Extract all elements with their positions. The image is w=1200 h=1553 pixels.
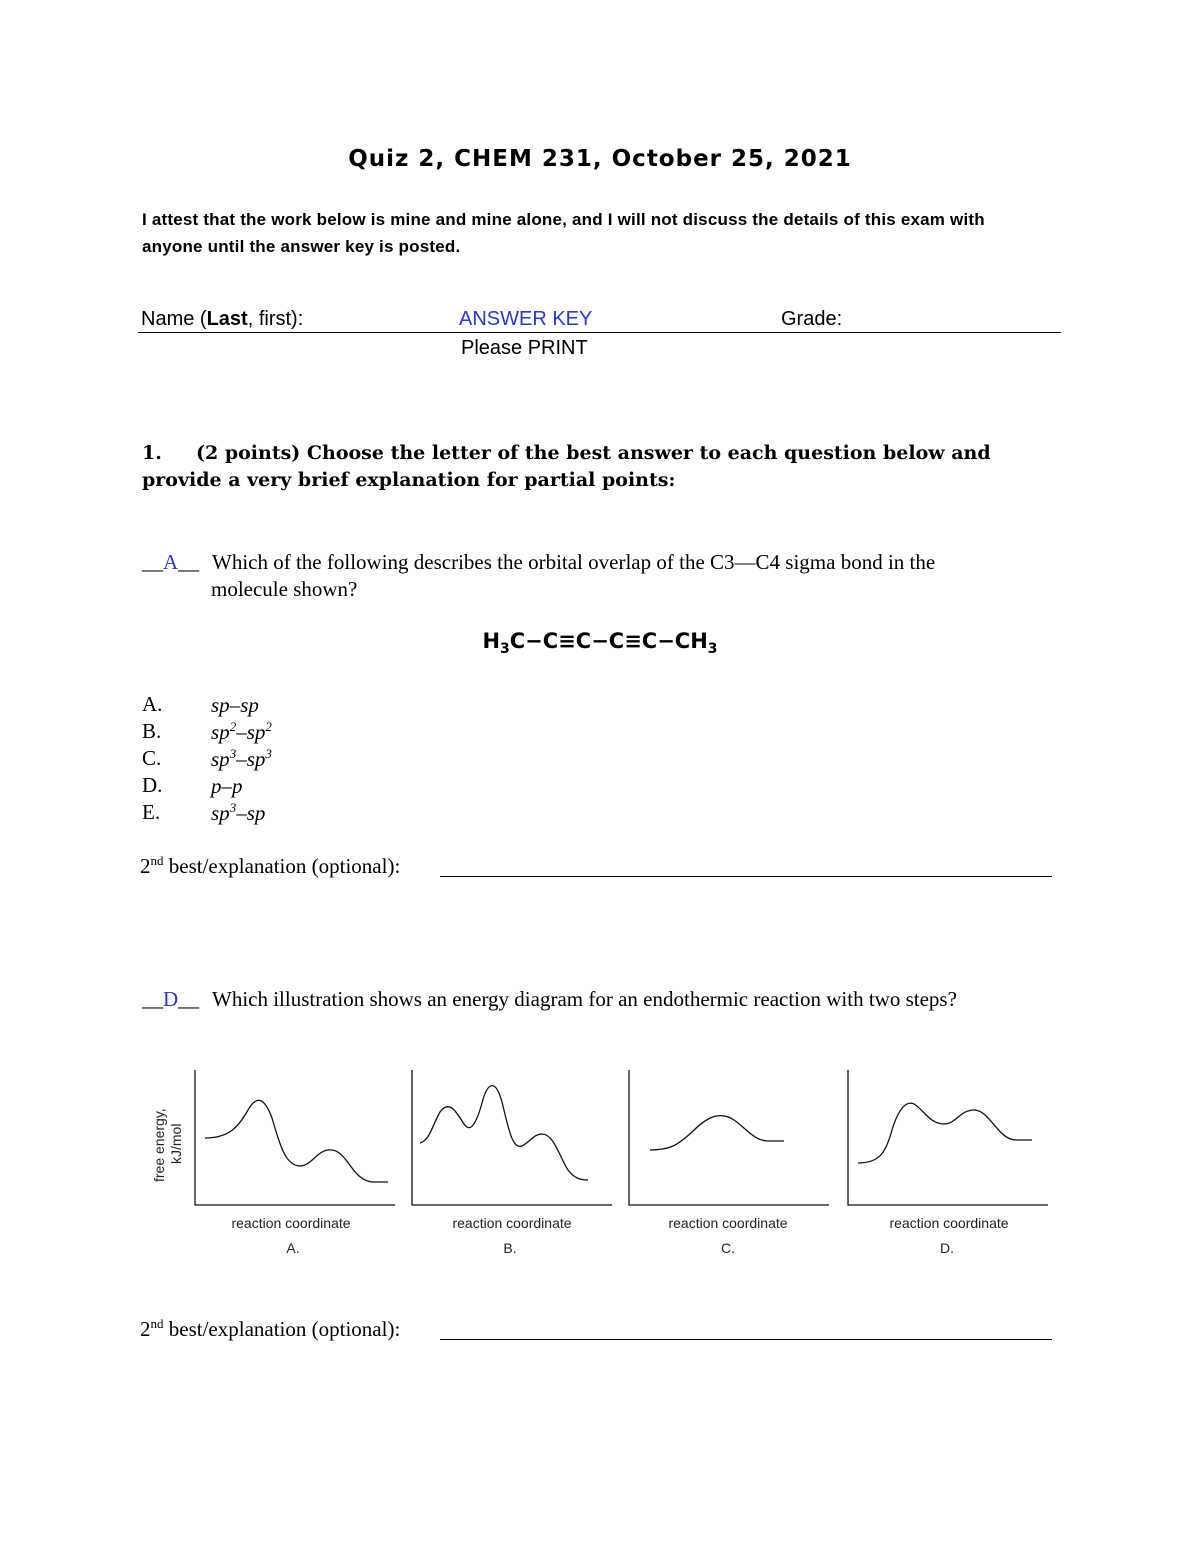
option-letter: E. <box>142 800 161 824</box>
option-part-b: sp <box>246 720 266 744</box>
part-a-prompt-line2: molecule shown? <box>211 577 358 601</box>
print-note: Please PRINT <box>461 337 588 359</box>
option-part-a-sup: 2 <box>229 719 237 734</box>
option-part-b: sp <box>246 801 266 825</box>
formula-part: C−C≡C−C≡C−CH <box>509 629 708 653</box>
diagram-d-axes <box>848 1070 1048 1205</box>
diagram-a-axes <box>195 1070 395 1205</box>
option-part-a: sp <box>211 801 230 825</box>
option-part-b: p <box>232 774 243 798</box>
option-part-sep: – <box>236 801 247 825</box>
name-label-last: Last <box>206 308 248 330</box>
formula-subscript: 3 <box>707 641 718 658</box>
name-value[interactable]: ANSWER KEY <box>459 308 593 330</box>
option-part-a: sp <box>211 747 230 771</box>
question-1-text: (2 points) Choose the letter of the best answer to each question below and provide a very brief explanation for partial points: <box>142 442 991 491</box>
page-title: Quiz 2, CHEM 231, October 25, 2021 <box>348 146 852 172</box>
attestation-statement: I attest that the work below is mine and mine alone, and I will not discuss the details of this exam with anyone until the answer key is posted. <box>142 210 985 256</box>
blank-left: __ <box>142 987 163 1011</box>
part-a-answer: A <box>163 550 179 574</box>
part-b-explanation-field[interactable] <box>440 1339 1052 1340</box>
option-part-a: p <box>211 774 222 798</box>
explanation-label-text: best/explanation (optional): <box>163 1317 401 1341</box>
option-part-b: sp <box>240 693 259 717</box>
diagram-a-xlabel: reaction coordinate <box>231 1215 351 1231</box>
blank-left: __ <box>142 550 163 574</box>
formula-part: H <box>482 629 501 653</box>
option-part-sep: – <box>236 720 247 744</box>
option-part-a: sp <box>211 693 230 717</box>
name-label-suffix: , first): <box>247 308 304 330</box>
diagram-c-xlabel: reaction coordinate <box>668 1215 788 1231</box>
diagram-d-xlabel: reaction coordinate <box>889 1215 1009 1231</box>
option-part-a-sup: 3 <box>229 746 237 761</box>
option-letter: A. <box>142 692 163 716</box>
name-label-prefix: Name ( <box>141 308 207 330</box>
option-part-b-sup: 3 <box>265 746 272 761</box>
diagram-b-xlabel: reaction coordinate <box>452 1215 572 1231</box>
option-part-a-sup: 3 <box>229 800 237 815</box>
explanation-ordinal-suffix: nd <box>150 853 164 868</box>
formula-subscript: 3 <box>500 641 510 658</box>
grade-label: Grade: <box>781 308 843 330</box>
y-axis-label-line2: kJ/mol <box>168 1123 184 1164</box>
part-a-prompt-line1: Which of the following describes the orbital overlap of the C3—C4 sigma bond in the <box>212 550 936 574</box>
blank-right: __ <box>178 987 200 1011</box>
part-b-prompt: Which illustration shows an energy diagram for an endothermic reaction with two steps? <box>212 987 957 1011</box>
diagram-a-letter: A. <box>286 1240 300 1256</box>
option-part-a: sp <box>211 720 230 744</box>
explanation-ordinal: 2 <box>140 854 151 878</box>
option-letter: D. <box>142 773 163 797</box>
y-axis-label-line1: free energy, <box>151 1108 167 1182</box>
part-b-explanation-label <box>140 1316 400 1342</box>
part-b-answer: D <box>163 987 179 1011</box>
diagram-c-axes <box>629 1070 829 1205</box>
option-part-b: sp <box>246 747 266 771</box>
diagram-d-letter: D. <box>940 1240 954 1256</box>
question-number: 1. <box>142 442 162 464</box>
option-letter: C. <box>142 746 162 770</box>
diagram-a-curve <box>205 1100 388 1182</box>
explanation-ordinal-suffix: nd <box>150 1316 164 1331</box>
option-part-sep: – <box>229 693 241 717</box>
blank-right: __ <box>178 550 200 574</box>
explanation-label-text: best/explanation (optional): <box>163 854 401 878</box>
option-part-b-sup: 2 <box>265 719 272 734</box>
diagram-b-letter: B. <box>503 1240 517 1256</box>
option-part-sep: – <box>236 747 247 771</box>
option-part-sep: – <box>221 774 232 798</box>
diagram-d-curve <box>858 1103 1032 1163</box>
diagram-c-letter: C. <box>721 1240 735 1256</box>
diagram-b-curve <box>420 1086 588 1180</box>
explanation-ordinal: 2 <box>140 1317 151 1341</box>
option-letter: B. <box>142 719 162 743</box>
diagram-c-curve <box>650 1116 784 1150</box>
